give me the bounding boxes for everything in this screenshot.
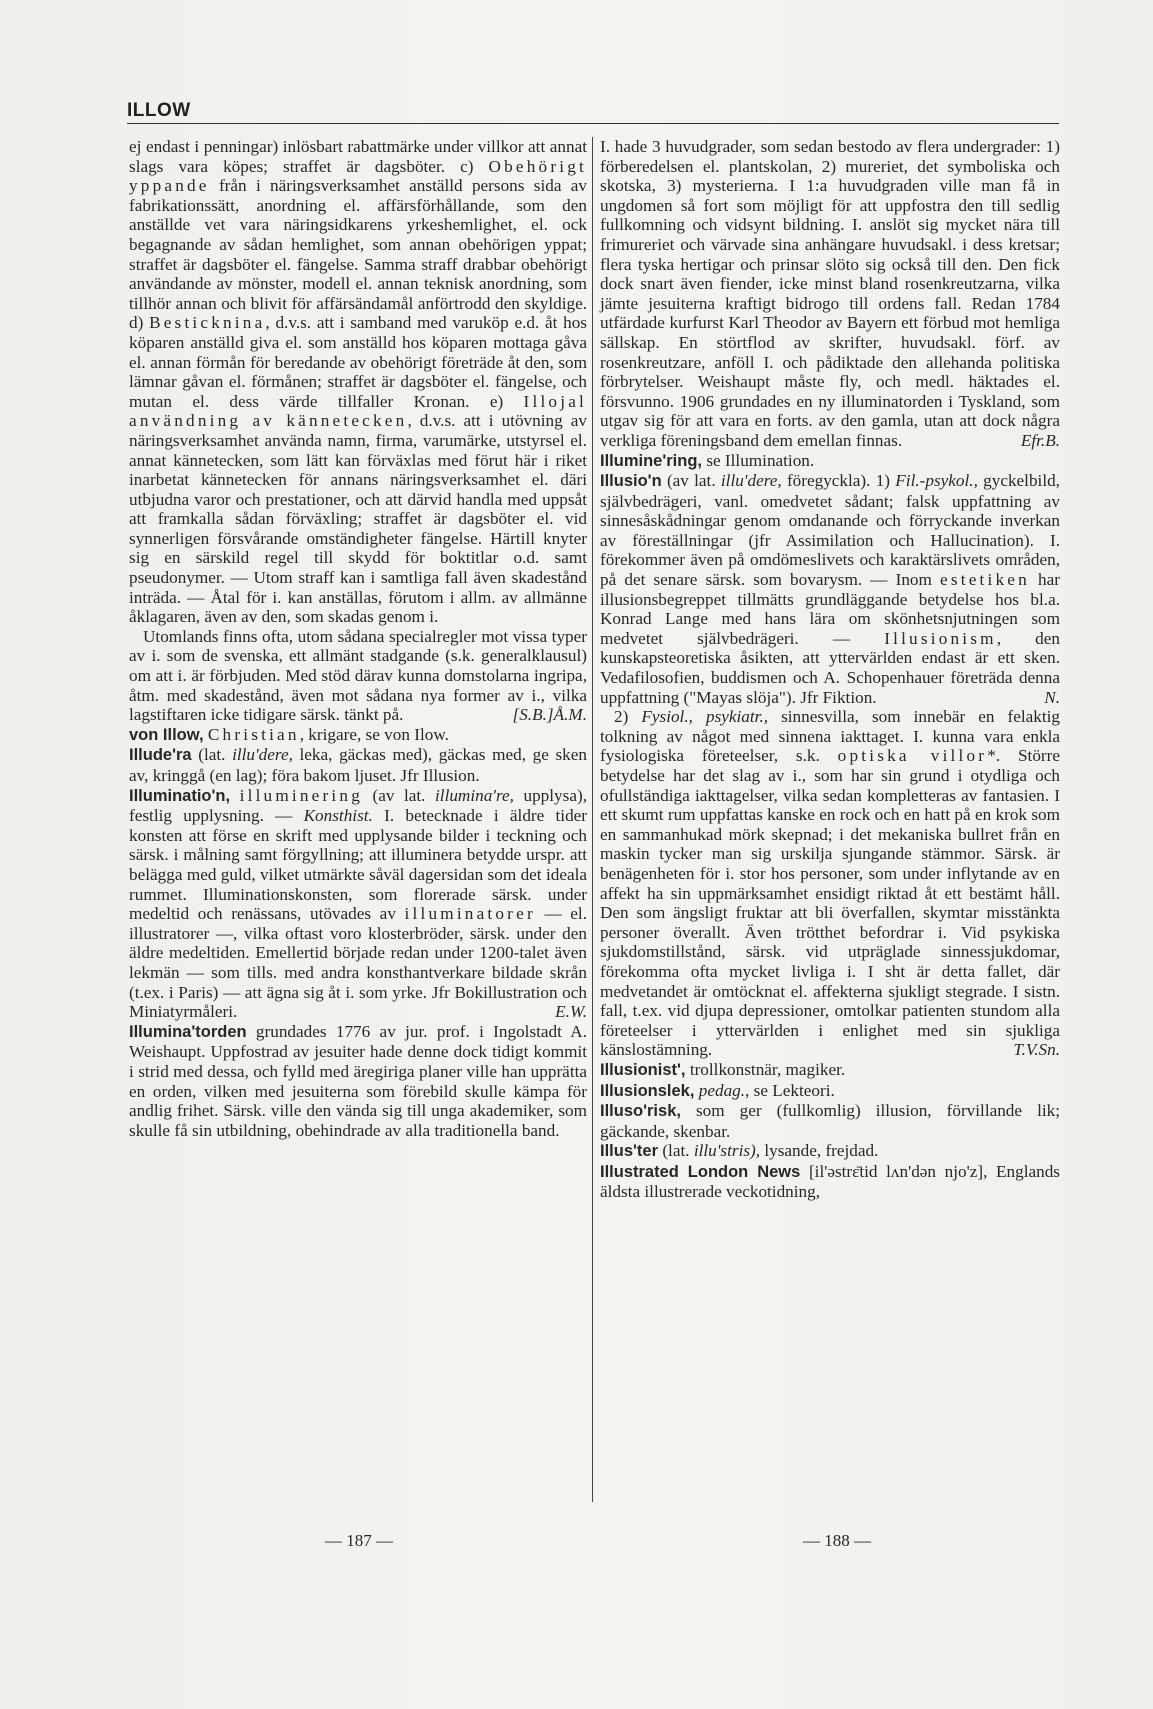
- entry-illusorisk: Illuso'risk, som ger (fullkomlig) illusion, förvillande lik; gäckande, skenbar.: [600, 1101, 1060, 1141]
- entry-illumination: Illuminatio'n, illuminering (av lat. illumina're, upplysa), festlig upplysning. — Konsthist. I. betecknade i äldre tider konsten att förse en skrift med upplysande bilder i teckning och särsk. i målning samt förgyllning; att illuminera betydde urspr. att belägga med guld, vilket utmärkte såväl dagersidan som det ideala rummet. Illuminationskonsten, som florerade särsk. under medeltid och renässans, utövades av illuminatorer — el. illustratorer —, vilka oftast voro klosterbröder, särsk. under den äldre medeltiden. Emellertid började redan under 1200-talet även lekmän — som tills. med andra konsthantverkare bildade skrån (t.ex. i Paris) — att ägna sig åt i. som yrke. Jfr Bokillustration och Miniatyrmåleri. E.W.: [129, 785, 588, 1022]
- entry-illuminering: Illumine'ring, se Illumination.: [600, 450, 815, 470]
- entry-illuster: Illus'ter (lat. illu'stris), lysande, frejdad.: [600, 1141, 879, 1161]
- entry-illusionist: Illusionist', trollkonstnär, magiker.: [600, 1059, 846, 1079]
- entry-illuminatorden: Illumina'torden grundades 1776 av jur. prof. i Ingolstadt A. Weishaupt. Uppfostrad av jesuiter hade denne dock tidigt kommit i strid med dessa, och fylld med äregiriga planer ville han upprätta en orden, vilken med jesuiterna som förebild skulle kämpa för andlig frihet. Särsk. ville den vända sig till unga akademiker, som skulle få sin utbildning, obehindrade av alla traditionella band.: [129, 1021, 587, 1140]
- entry-illusion: Illusio'n (av lat. illu'dere, föregyckla). 1) Fil.-psykol., gyckelbild, självbedrägeri, vanl. omedvetet sådant; falsk uppfattning av sinnesåskådningar genom omdanande och förryckande inverkan av föreställningar (jfr Assimilation och Hallucination). I. förekommer även på omdömeslivets och karaktärslivets områden, på det senare särsk. som bovarysm. — Inom estetiken har illusionsbegreppet tillmätts grundläggande betydelse hos bl.a. Konrad Lange med hans lära om skönhetsnjutningen som medvetet självbedrägeri. — Illusionism, den kunskapsteoretiska åsikten, att yttervärlden endast är ett sken. Vedafilosofien, buddismen och A. Schopenhauer företräda denna uppfattning ("Mayas slöja"). Jfr Fiktion. N.: [600, 471, 1061, 707]
- column-divider: [592, 137, 593, 1502]
- author-signature: N.: [1044, 687, 1060, 707]
- author-signature: Efr.B.: [1020, 430, 1060, 450]
- right-column: [600, 137, 1060, 1202]
- page-number-right: — 188 —: [803, 1531, 871, 1550]
- entry-continuation: I. hade 3 huvudgrader, som sedan bestodo av flera undergrader: 1) förberedelsen el. plantskolan, 2) mureriet, det symboliska och skotska, 3) mysterierna. I 1:a huvudgraden ville man få in ungdomen så fort som möjligt för att uppfostra den till sedlig fullkomning och vidsynt bildning. I. anslöt sig mycket nära till frimureriet och värvade sina anhängare huvudsakl. i dess kretsar; flera tyska hertigar och prinsar slöto sig också till den. Den fick dock snart även fiender, icke minst bland rosenkreutzarna, vilka jämte jesuiterna kraftigt bidrogo till ordens fall. Redan 1784 utfärdade kurfurst Karl Theodor av Bayern ett förbud mot hemliga sällskap. En störtflod av skrifter, huvudsakl. förf. av rosenkreutzare, anföll I. och pådiktade den allehanda politiska förbrytelser. Weishaupt måste fly, och medl. häktades el. försvunno. 1906 grundades en ny illuminatorden i Tyskland, som utgav sig för att vara en forts. av den gamla, utan att dock några verkliga föreningsband dem emellan finnas. Efr.B.: [600, 137, 1060, 450]
- header-rule: [127, 123, 1059, 124]
- running-head: ILLOW: [127, 100, 191, 121]
- entry-von-illow: von Illow, Christian, krigare, se von Ilow.: [129, 724, 449, 744]
- entry-continuation: ej endast i penningar) inlösbart rabattmärke under villkor att annat slags vara köpes; straffet är dagsböter. c) Obehörigt yppande från i näringsverksamhet anställd persons sida av fabrikationssätt, anordning el. affärsförhållande, som den anställde vet vara näringsidkarens yrkeshemlighet, el. ock begagnande av sådan hemlighet, som annan obehörigen yppat; straffet är dagsböter el. fängelse. Samma straff drabbar obehörigt användande av mönster, modell el. annan teknisk anordning, som tillhör annan och blivit för affärsändamål anförtrodd den skyldige. d) Besticknina, d.v.s. att i samband med varuköp e.d. åt hos köparen anställd giva el. som anställd hos köparen mottaga gåva el. annan förmån för beredande av obehörigt företräde åt den, som lämnar gåvan el. förmånen; straffet är dagsböter el. fängelse, och mutan el. dess värde tillfaller Kronan. e) Illojal användning av kännetecken, d.v.s. att i utövning av näringsverksamhet använda namn, firma, varumärke, utstyrsel el. annat kännetecken, som lätt kan förväxlas med förut här i riket inarbetat kännetecken för annans näringsverksamhet el. däri utbjudna varor och prestationer, och att därvid handla med uppsåt att framkalla sådan förväxling; straffet är dagsböter el. vid synnerligen försvårande omständigheter fängelse. Härtill knyter sig en särskild regel till skydd för boktitlar o.d. samt pseudonymer. — Utom straff kan i samtliga fall även skadestånd inträda. — Åtal för i. kan anställas, förutom i allm. av allmänne åklagaren, även av den, som skadas genom i.: [129, 137, 587, 627]
- author-signature: T.V.Sn.: [1013, 1040, 1060, 1060]
- entry-illustrated-london-news: Illustrated London News [il'əstrɛ̄tid lʌn'dən njo'z], Englands äldsta illustrerade veckotidning,: [600, 1161, 1060, 1202]
- entry-illusionslek: Illusionslek, pedag., se Lekteori.: [600, 1080, 835, 1100]
- entry-illudera: Illude'ra (lat. illu'dere, leka, gäckas med), gäckas med, ge sken av, kringgå (en lag); föra bakom ljuset. Jfr Illusion.: [129, 745, 587, 785]
- paragraph: Utomlands finns ofta, utom sådana specialregler mot vissa typer av i. som de svenska, ett allmänt stadgande (s.k. generalklausul) om att i. är förbjuden. Med stöd därav kunna domstolarna ingripa, åtm. med skadestånd, även mot sådana nya former av i., vilka lagstiftaren icke tidigare särsk. tänkt på. [S.B.]Å.M.: [129, 626, 587, 725]
- author-signature: E.W.: [555, 1002, 587, 1022]
- author-signature: [S.B.]Å.M.: [512, 705, 587, 725]
- page-number-left: — 187 —: [325, 1531, 393, 1550]
- paragraph: 2) Fysiol., psykiatr., sinnesvilla, som innebär en felaktig tolkning av något med sinnena iakttaget. I. kunna vara enkla fysiologiska företeelser, s.k. optiska villor*. Större betydelse har det slag av i., som har sin grund i otydliga och ofullständiga iakttagelser, vilka sedan kompletteras av fantasien. I ett skumt rum uppfattas kanske en rock och en hatt på en krok som en sammanhukad mörk skepnad; i det mekaniska bullret från en maskin tycker man sig urskilja sjungande stämmor. Särsk. är benägenheten för i. stor hos personer, som under inflytande av en affekt ha sin uppmärksamhet ensidigt riktad åt ett bestämt håll. Den som ängsligt fruktar att bli överfallen, skymtar misstänkta personer överallt. Även trötthet befordrar i. Vid psykiska sjukdomstillstånd, särsk. vid utpräglade sinnessjukdomar, förekomma ofta mycket livliga i. I sht är detta fallet, där medvetandet är omtöcknat el. affekterna sjukligt stegrade. I sistn. fall, t.ex. vid djupa depressioner, omtolkar patienten stundom alla företeelser i yttervärlden i enlighet med sin sjukliga känslostämning. T.V.Sn.: [600, 707, 1060, 1060]
- left-column: [129, 137, 587, 1140]
